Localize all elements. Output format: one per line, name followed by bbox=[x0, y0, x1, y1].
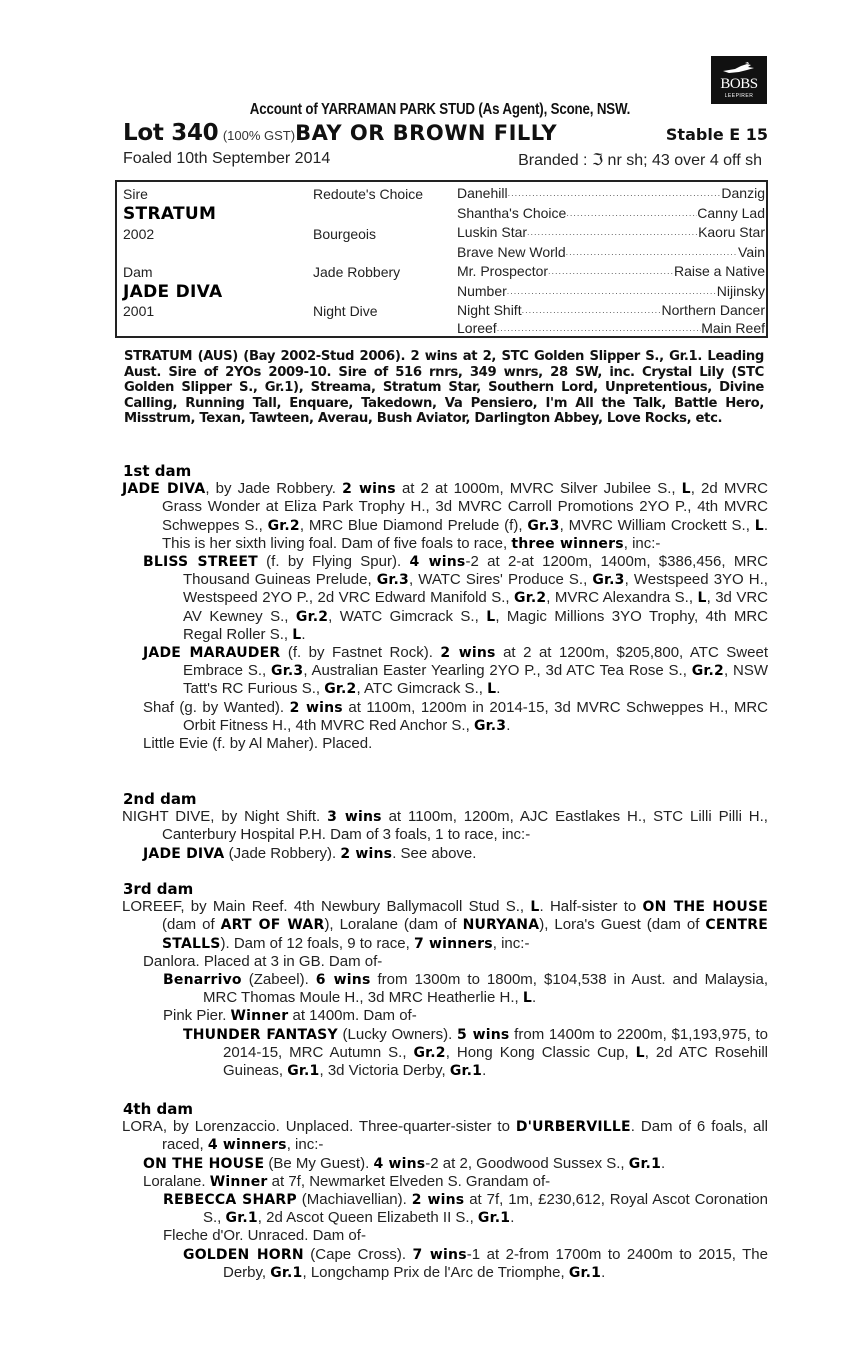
dam-heading: 4th dam bbox=[123, 1100, 193, 1118]
text: (dam of bbox=[162, 916, 221, 934]
sire-sire: Redoute's Choice bbox=[313, 186, 424, 202]
bold-text: Winner bbox=[230, 1008, 289, 1025]
text: . bbox=[301, 625, 306, 643]
grandparent-name: Loreef bbox=[457, 320, 497, 336]
text: . bbox=[510, 1209, 515, 1227]
grandparent-name: Mr. Prospector bbox=[457, 263, 549, 279]
bold-text: Gr.2 bbox=[324, 681, 357, 698]
grandparent-name: Number bbox=[457, 282, 507, 299]
bold-text: Gr.3 bbox=[271, 663, 304, 680]
dam-entry bbox=[123, 553, 768, 644]
dam-entry bbox=[123, 1173, 768, 1191]
branded-description: nr sh; 43 over 4 off sh bbox=[603, 152, 762, 169]
text: , NSW Tatt's RC Furious S., bbox=[183, 662, 768, 698]
bold-text: D'URBERVILLE bbox=[515, 1119, 631, 1136]
dam-entry bbox=[123, 953, 768, 971]
leader-dots bbox=[522, 301, 662, 320]
text: , MRC Blue Diamond Prelude (f), bbox=[299, 516, 528, 534]
grandparent-row bbox=[457, 204, 765, 223]
text: -2 at 2-at 1200m, 1400m, $386,456, MRC Thousand Guineas Prelude, bbox=[183, 553, 769, 589]
dam-entry bbox=[123, 1007, 768, 1025]
brand-marks bbox=[518, 150, 762, 170]
bold-text: GOLDEN HORN bbox=[183, 1246, 304, 1263]
bold-text: L bbox=[697, 590, 707, 607]
text: (Jade Robbery). bbox=[224, 844, 341, 862]
sire-summary: STRATUM (AUS) (Bay 2002-Stud 2006). 2 wins at 2, STC Golden Slipper S., Gr.1. Leading Aust. Sire of 2YOs 2009-10. Sire of 516 rnrs, 349 wnrs, 28 SW, inc. Crystal Lily (STC Golden Slipper S., Gr.1), Streama, Stratum Star, Southern Lord, Unpretentious, Divine Calling, Running Tall, Enquare, Takedown, Va Pensiero, I'm All the Talk, Battle Hero, Misstrum, Texan, Tawteen, Averau, Bush Aviator, Darlington Abbey, Love Rocks, etc. bbox=[124, 349, 764, 427]
leader-dots bbox=[566, 204, 697, 223]
text: (Be My Guest). bbox=[264, 1154, 374, 1172]
text: , 2d MVRC Grass Wonder at Eliza Park Trophy H., 3d MVRC Carroll Promotions 2YO P., 4th MVRC Schweppes S., bbox=[162, 480, 768, 534]
text: (Machiavellian). bbox=[296, 1191, 412, 1209]
grandparent-sire: Danzig bbox=[721, 185, 765, 201]
dam-heading: 3rd dam bbox=[123, 880, 194, 898]
grandparent-row bbox=[457, 223, 765, 242]
leader-dots bbox=[548, 262, 674, 281]
grandparent-name: Brave New World bbox=[457, 243, 566, 260]
bold-text: Gr.2 bbox=[691, 663, 724, 680]
dam-entry bbox=[122, 1118, 768, 1154]
bold-text: 2 wins bbox=[342, 481, 396, 498]
text: , inc:- bbox=[623, 534, 661, 552]
bobs-logo bbox=[711, 56, 767, 104]
pedigree-table bbox=[115, 180, 768, 338]
dam-entry bbox=[123, 1227, 768, 1245]
lot-number: Lot 340 bbox=[123, 120, 219, 146]
bold-text: JADE DIVA bbox=[122, 481, 206, 498]
text: , inc:- bbox=[286, 1136, 324, 1154]
text: Danlora. Placed at 3 in GB. Dam of- bbox=[143, 952, 383, 970]
text: from 1300m to 1800m, $104,538 in Aust. and Malaysia, MRC Thomas Moule H., 3d MRC Heatherlie H., bbox=[203, 971, 769, 1007]
text: , Hong Kong Classic Cup, bbox=[445, 1043, 636, 1061]
text: ). Dam of 12 foals, 9 to race, bbox=[220, 934, 414, 952]
text: (Lucky Owners). bbox=[337, 1025, 458, 1043]
text: , Westspeed 3YO H., Westspeed 2YO P., 2d VRC Edward Manifold S., bbox=[183, 571, 768, 607]
bold-text: Gr.1 bbox=[287, 1063, 320, 1080]
grandparent-sire: Kaoru Star bbox=[698, 224, 765, 240]
bold-text: Gr.1 bbox=[477, 1210, 511, 1227]
bold-text: 6 wins bbox=[315, 972, 371, 989]
grandparent-sire: Raise a Native bbox=[673, 263, 765, 279]
text: Loralane. bbox=[143, 1172, 210, 1190]
text: , WATC Sires' Produce S., bbox=[408, 571, 593, 589]
grandparent-sire: Nijinsky bbox=[716, 282, 765, 299]
dam-entry bbox=[123, 845, 768, 863]
dam-entry bbox=[123, 699, 768, 735]
branded-label: Branded : bbox=[518, 152, 592, 169]
grandparent-name: Luskin Star bbox=[457, 224, 528, 240]
dam-entry bbox=[123, 1191, 768, 1227]
lot-header bbox=[123, 120, 768, 148]
text: . bbox=[506, 716, 511, 734]
bold-text: REBECCA SHARP bbox=[163, 1192, 297, 1209]
text: . Dam of 6 foals, all raced, bbox=[162, 1118, 768, 1154]
gst-note: (100% GST) bbox=[222, 128, 296, 143]
dam-year: 2001 bbox=[123, 303, 155, 319]
logo-text: BOBS bbox=[720, 76, 758, 92]
bold-text: L bbox=[486, 608, 496, 625]
bold-text: L bbox=[635, 1044, 645, 1061]
bold-text: Gr.3 bbox=[527, 517, 560, 534]
bold-text: 4 wins bbox=[409, 554, 466, 571]
stable-location: Stable E 15 bbox=[665, 125, 768, 144]
bold-text: Gr.1 bbox=[568, 1264, 602, 1281]
bold-text: Gr.1 bbox=[628, 1155, 662, 1172]
bold-text: Gr.2 bbox=[267, 517, 300, 534]
bold-text: ART OF WAR bbox=[220, 917, 325, 934]
text: -1 at 2-from 1700m to 2400m to 2015, The Derby, bbox=[223, 1245, 768, 1281]
grandparent-sire: Canny Lad bbox=[697, 204, 765, 221]
bold-text: L bbox=[754, 517, 764, 534]
bold-text: 4 wins bbox=[373, 1155, 426, 1172]
text: at 1400m. Dam of- bbox=[288, 1007, 417, 1025]
text: at 1100m, 1200m, AJC Eastlakes H., STC Lilli Pilli H., Canterbury Hospital P.H. Dam of 3 foals, 1 to race, inc:- bbox=[162, 808, 768, 844]
lot-description: BAY OR BROWN FILLY bbox=[295, 121, 558, 145]
text: Pink Pier. bbox=[163, 1007, 231, 1025]
text: , ATC Gimcrack S., bbox=[356, 680, 488, 698]
horse-rider-icon bbox=[721, 62, 757, 76]
leader-dots bbox=[508, 184, 722, 203]
text: . bbox=[531, 989, 537, 1007]
text: (f. by Fastnet Rock). bbox=[280, 644, 441, 662]
text: at 2 at 1200m, $205,800, ATC Sweet Embrace S., bbox=[183, 644, 768, 680]
bold-text: Gr.1 bbox=[449, 1063, 483, 1080]
sire-dam: Bourgeois bbox=[313, 226, 377, 242]
bold-text: 5 wins bbox=[457, 1026, 510, 1043]
text: , Longchamp Prix de l'Arc de Triomphe, bbox=[302, 1263, 569, 1281]
text: , 2d Ascot Queen Elizabeth II S., bbox=[257, 1209, 478, 1227]
bold-text: L bbox=[522, 990, 532, 1007]
text: . See above. bbox=[392, 844, 477, 862]
dam-label: Dam bbox=[123, 264, 153, 280]
foaled-date: Foaled 10th September 2014 bbox=[123, 150, 331, 167]
bold-text: three winners bbox=[511, 535, 624, 552]
leader-dots bbox=[497, 319, 701, 338]
dam-entry bbox=[122, 808, 768, 844]
text: at 2 at 1000m, MVRC Silver Jubilee S., bbox=[395, 480, 682, 498]
bold-text: L bbox=[681, 481, 691, 498]
text: -2 at 2, Goodwood Sussex S., bbox=[425, 1154, 629, 1172]
text: at 7f, Newmarket Elveden S. Grandam of- bbox=[267, 1172, 551, 1190]
bold-text: Gr.1 bbox=[225, 1210, 258, 1227]
text: . bbox=[601, 1263, 606, 1281]
bold-text: L bbox=[487, 681, 497, 698]
sire-year: 2002 bbox=[123, 226, 155, 242]
text: , 2d ATC Rosehill Guineas, bbox=[223, 1043, 768, 1080]
bold-text: 2 wins bbox=[440, 645, 496, 662]
dam-heading: 1st dam bbox=[123, 462, 192, 480]
dam-entry bbox=[122, 480, 768, 553]
text: ), Lora's Guest (dam of bbox=[539, 916, 706, 934]
text: . bbox=[661, 1154, 666, 1172]
text: at 7f, 1m, £230,612, Royal Ascot Coronation S., bbox=[203, 1191, 768, 1227]
text: . bbox=[496, 680, 501, 698]
text: . Half-sister to bbox=[539, 898, 643, 916]
dam-section bbox=[123, 790, 768, 863]
bold-text: 2 wins bbox=[411, 1192, 465, 1209]
text: . This is her sixth living foal. Dam of five foals to race, bbox=[162, 516, 768, 552]
bold-text: Gr.2 bbox=[295, 608, 329, 625]
text: NIGHT DIVE, by Night Shift. bbox=[122, 808, 328, 826]
brand-symbol-icon: ℑ bbox=[591, 152, 604, 169]
grandparent-name: Night Shift bbox=[457, 302, 522, 318]
dam-entry bbox=[122, 898, 768, 953]
grandparent-row bbox=[457, 243, 765, 262]
grandparent-row bbox=[457, 319, 765, 338]
dam-section bbox=[123, 1100, 768, 1282]
grandparent-row bbox=[457, 184, 765, 203]
bold-text: 2 wins bbox=[340, 845, 393, 862]
text: , Magic Millions 3YO Trophy, 4th MRC Regal Roller S., bbox=[183, 607, 768, 643]
text: , MVRC Alexandra S., bbox=[546, 589, 698, 607]
bold-text: BLISS STREET bbox=[143, 554, 258, 571]
text: , WATC Gimcrack S., bbox=[328, 607, 487, 625]
grandparent-row bbox=[457, 262, 765, 281]
sire-name: STRATUM bbox=[123, 204, 217, 224]
bold-text: 3 wins bbox=[327, 809, 382, 826]
text: . bbox=[482, 1062, 487, 1080]
text: , MVRC William Crockett S., bbox=[559, 516, 755, 534]
bold-text: 4 winners bbox=[207, 1137, 287, 1154]
grandparent-row bbox=[457, 301, 765, 320]
bold-text: Benarrivo bbox=[163, 972, 242, 989]
grandparent-name: Shantha's Choice bbox=[457, 204, 567, 221]
dam-section bbox=[123, 880, 768, 1080]
bold-text: ON THE HOUSE bbox=[642, 899, 769, 916]
text: at 1100m, 1200m in 2014-15, 3d MVRC Schweppes H., MRC Orbit Fitness H., 4th MVRC Red Anchor S., bbox=[183, 698, 768, 734]
grandparent-sire: Vain bbox=[738, 243, 765, 260]
grandparent-name: Danehill bbox=[457, 185, 508, 201]
text: Shaf (g. by Wanted). bbox=[143, 698, 290, 716]
bold-text: L bbox=[530, 899, 540, 916]
dam-entry bbox=[123, 1155, 768, 1173]
dam-section bbox=[123, 462, 768, 753]
text: , by Jade Robbery. bbox=[205, 480, 343, 498]
dam-sire: Jade Robbery bbox=[313, 264, 401, 280]
dam-entry bbox=[123, 644, 768, 699]
text: (f. by Flying Spur). bbox=[257, 553, 410, 571]
text: , 3d VRC AV Kewney S., bbox=[183, 589, 769, 625]
text: (Zabeel). bbox=[241, 971, 316, 989]
bold-text: Gr.2 bbox=[413, 1044, 446, 1061]
bold-text: ON THE HOUSE bbox=[143, 1155, 265, 1172]
bold-text: L bbox=[292, 626, 302, 643]
logo-subtitle: LEEPIRER bbox=[724, 93, 754, 99]
dam-entry bbox=[123, 971, 768, 1007]
bold-text: Gr.1 bbox=[270, 1264, 303, 1281]
text: , inc:- bbox=[492, 934, 530, 952]
text: from 1400m to 2200m, $1,193,975, to 2014-15, MRC Autumn S., bbox=[223, 1025, 769, 1061]
grandparent-row bbox=[457, 282, 765, 301]
leader-dots bbox=[566, 243, 738, 262]
bold-text: 7 winners bbox=[413, 935, 493, 952]
text: , Australian Easter Yearling 2YO P., 3d ATC Tea Rose S., bbox=[303, 662, 692, 680]
bold-text: JADE MARAUDER bbox=[143, 645, 281, 662]
dam-entry bbox=[123, 1026, 768, 1081]
text: ), Loralane (dam of bbox=[324, 916, 463, 934]
bold-text: CENTRE STALLS bbox=[162, 917, 769, 952]
sire-label: Sire bbox=[123, 186, 148, 202]
bold-text: THUNDER FANTASY bbox=[183, 1026, 338, 1043]
vendor-account: Account of YARRAMAN PARK STUD (As Agent), Scone, NSW. bbox=[249, 101, 631, 118]
bold-text: Winner bbox=[209, 1173, 268, 1190]
dam-heading: 2nd dam bbox=[123, 790, 197, 808]
text: Little Evie (f. by Al Maher). Placed. bbox=[143, 735, 373, 753]
dam-entry bbox=[123, 735, 768, 753]
dam-dam: Night Dive bbox=[313, 303, 378, 319]
bold-text: JADE DIVA bbox=[143, 845, 225, 862]
text: , 3d Victoria Derby, bbox=[319, 1062, 450, 1080]
grandparent-sire: Main Reef bbox=[701, 320, 765, 336]
text: LORA, by Lorenzaccio. Unplaced. Three-quarter-sister to bbox=[122, 1118, 516, 1136]
text: LOREEF, by Main Reef. 4th Newbury Ballymacoll Stud S., bbox=[122, 898, 531, 916]
bold-text: NURYANA bbox=[462, 917, 540, 934]
leader-dots bbox=[507, 282, 717, 301]
bold-text: Gr.2 bbox=[514, 590, 547, 607]
text: Fleche d'Or. Unraced. Dam of- bbox=[163, 1227, 366, 1245]
bold-text: 7 wins bbox=[412, 1246, 467, 1263]
bold-text: Gr.3 bbox=[473, 717, 507, 734]
bold-text: Gr.3 bbox=[376, 572, 409, 589]
grandparent-sire: Northern Dancer bbox=[661, 302, 765, 318]
bold-text: 2 wins bbox=[289, 699, 343, 716]
leader-dots bbox=[527, 223, 698, 242]
dam-entry bbox=[123, 1246, 768, 1282]
dam-name: JADE DIVA bbox=[123, 282, 223, 302]
text: (Cape Cross). bbox=[303, 1245, 413, 1263]
bold-text: Gr.3 bbox=[592, 572, 625, 589]
